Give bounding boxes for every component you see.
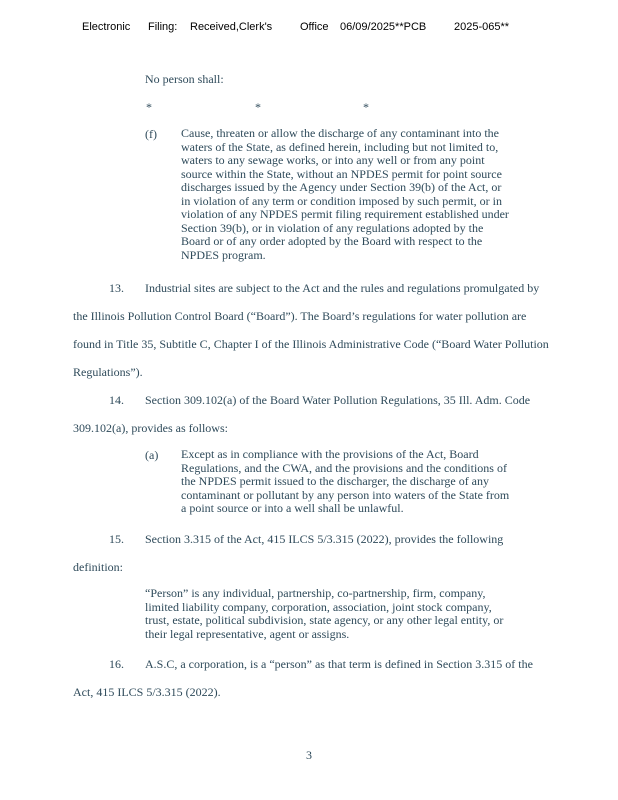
para-16-line: Act, 415 ILCS 5/3.315 (2022). <box>73 685 221 699</box>
item-a-label: (a) <box>145 448 159 462</box>
header-filing: Filing: <box>148 21 178 33</box>
para-15-number: 15. <box>109 532 124 546</box>
header-case: 2025-065** <box>454 21 510 33</box>
para-13-line: Industrial sites are subject to the Act and the rules and regulations promulgated by <box>145 281 540 295</box>
header-electronic: Electronic <box>82 21 131 33</box>
asterisk: * <box>146 100 152 114</box>
para-16-number: 16. <box>109 657 124 671</box>
para-14-line: 309.102(a), provides as follows: <box>73 421 228 435</box>
item-f-text: Cause, threaten or allow the discharge of any contaminant into the waters of the State, as defined herein, including but not limited to, waters to any sewage works, or into any well or from any point source within the State, without an NPDES permit for point source discharges issued by the Agency under Section 39(b) of the Act, or in violation of any term or condition imposed by such permit, or in violation of any NPDES permit filing requirement established under Section 39(b), or in violation of any regulations adopted by the Board or of any order adopted by the Board with respect to the NPDES program. <box>181 126 509 262</box>
para-13-number: 13. <box>109 281 124 295</box>
header-date: 06/09/2025**PCB <box>340 21 427 33</box>
header-received: Received,Clerk's <box>190 21 273 33</box>
para-14-line: Section 309.102(a) of the Board Water Pollution Regulations, 35 Ill. Adm. Code <box>145 393 531 407</box>
intro-text: No person shall: <box>145 72 224 86</box>
para-13-line: found in Title 35, Subtitle C, Chapter I of the Illinois Administrative Code (“Board Water Pollution <box>73 337 549 351</box>
para-13-line: the Illinois Pollution Control Board (“Board”). The Board’s regulations for water pollution are <box>73 309 527 323</box>
para-15-line: definition: <box>73 560 123 574</box>
asterisk: * <box>255 100 261 114</box>
para-16-line: A.S.C, a corporation, is a “person” as that term is defined in Section 3.315 of the <box>145 657 533 671</box>
para-15-line: Section 3.315 of the Act, 415 ILCS 5/3.315 (2022), provides the following <box>145 532 504 546</box>
asterisk: * <box>363 100 369 114</box>
header-office: Office <box>300 21 329 33</box>
item-f-label: (f) <box>145 127 157 141</box>
para-14-number: 14. <box>109 393 124 407</box>
item-a-text: Except as in compliance with the provisions of the Act, Board Regulations, and the CWA, and the provisions and the conditions of the NPDES permit issued to the discharger, the discharge of any contaminant or pollutant by any person into waters of the State from a point source or into a well shall be unlawful. <box>181 447 510 515</box>
para-13-line: Regulations”). <box>73 365 143 379</box>
page-number: 3 <box>306 748 312 762</box>
person-definition: “Person” is any individual, partnership, co-partnership, firm, company, limited liability company, corporation, association, joint stock company, trust, estate, political subdivision, state agency, or any other legal entity, or their legal representative, agent or assigns. <box>145 586 504 641</box>
